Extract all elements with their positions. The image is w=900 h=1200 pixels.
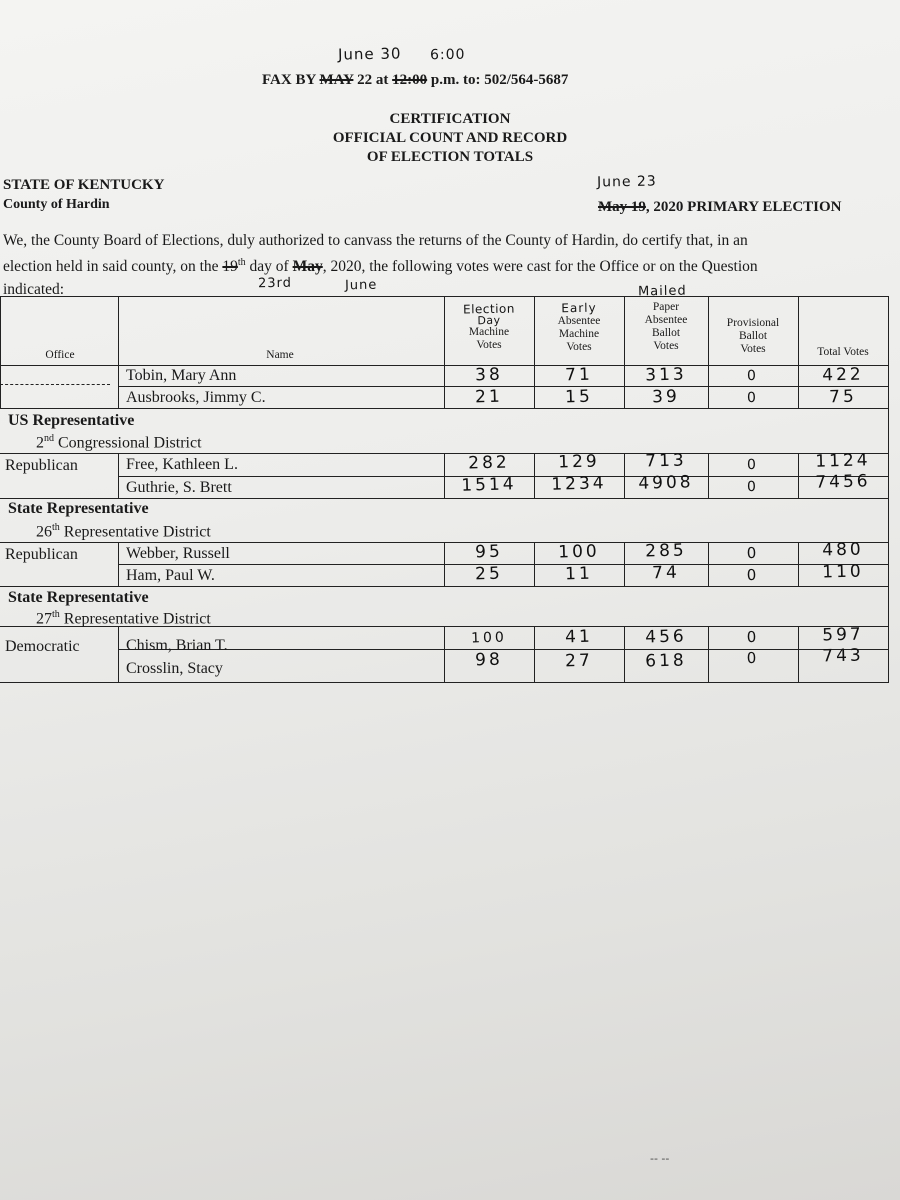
certify-line-2 [3,257,758,276]
election-rest: , 2020 PRIMARY ELECTION [645,199,842,215]
certify-line-2b: day of [245,258,293,276]
vote-cell: 0 [746,456,760,474]
vote-cell: 1124 [815,450,871,472]
handwritten-deadline-time: 6:00 [429,46,466,64]
handwritten-month: June [344,277,378,294]
header-election-day [444,303,534,352]
vote-cell: 1514 [461,474,517,496]
vote-cell: 71 [564,364,594,386]
vote-cell: 0 [746,648,760,668]
header-office: Office [45,349,75,361]
vote-cell: 313 [645,364,687,386]
district-num: 26 [36,523,52,541]
title-line-2: OFFICIAL COUNT AND RECORD [332,130,568,146]
vote-cell: 39 [651,386,681,408]
vote-cell: 0 [746,565,760,585]
candidate-name: Guthrie, S. Brett [126,479,232,496]
district-label [36,609,211,628]
district-text: Representative District [59,523,211,541]
header-col4-line-1: Provisional [726,317,780,329]
document-title [300,110,600,167]
vote-cell: 0 [746,389,760,407]
vote-cell: 1234 [551,473,607,495]
vote-cell: 285 [645,540,687,562]
header-col1-hw-2: Day [477,313,501,328]
certify-line-2c: , 2020, the following votes were cast for the Office or on the Question [322,258,758,276]
vote-cell: 713 [645,450,687,472]
vote-cell: 95 [474,541,504,563]
vote-cell: 456 [645,626,687,648]
candidate-name: Ham, Paul W. [126,567,215,584]
header-paper-absentee [624,301,708,353]
district-sup: th [52,522,60,533]
district-label [36,522,211,541]
certify-struck-day: 19 [222,258,238,276]
vote-cell: 74 [651,562,681,584]
vote-cell: 110 [822,561,864,583]
header-col2-line-1: Absentee [557,315,601,327]
header-col2-line-3: Votes [566,341,592,353]
header-col3-line-2: Absentee [644,314,688,326]
fax-date-num: 22 [353,72,373,88]
header-col1-line-2: Votes [476,339,502,351]
vote-cell: 41 [564,626,594,648]
fax-line [262,72,568,89]
candidate-name: Crosslin, Stacy [126,660,223,677]
vote-cell: 743 [822,645,864,667]
district-sup: th [52,609,60,620]
header-total-votes: Total Votes [817,346,869,358]
district-num: 2 [36,434,44,452]
vote-cell: 38 [474,364,504,386]
vote-cell: 597 [822,624,864,646]
header-col2-line-2: Machine [558,328,600,340]
handwritten-deadline-date: June 30 [337,44,402,64]
header-col2-hw: Early [561,300,597,316]
election-struck-date: May 19 [598,199,646,215]
header-col3-hw: Mailed [637,283,687,300]
candidate-name: Free, Kathleen L. [126,456,238,473]
vote-cell: 618 [645,650,687,672]
vote-cell: 21 [474,386,504,408]
header-col4-line-3: Votes [740,343,766,355]
state-label: STATE OF KENTUCKY [3,177,165,193]
candidate-name: Ausbrooks, Jimmy C. [126,389,266,406]
district-num: 27 [36,610,52,628]
header-col3-line-4: Votes [653,340,679,352]
county-label: County of Hardin [3,197,110,212]
vote-cell: 282 [468,452,510,474]
vote-cell: 0 [746,367,760,385]
election-line [598,199,842,216]
district-label [36,433,202,452]
vote-cell: 15 [564,386,594,408]
vote-cell: 98 [474,649,504,671]
vote-cell: 480 [822,539,864,561]
header-name: Name [266,349,294,361]
candidate-name: Webber, Russell [126,545,230,562]
vote-cell: 27 [564,650,594,672]
header-col1-hw-1: Election [462,301,516,317]
certify-line-1: We, the County Board of Elections, duly authorized to canvass the returns of the County of Hardin, do certify that, in an [3,232,748,249]
vote-cell: 75 [828,386,858,408]
candidate-name: Tobin, Mary Ann [126,367,237,384]
section-title: State Representative [8,589,149,606]
certify-day-sup: th [237,257,246,268]
handwritten-day: 23rd [257,275,293,292]
fax-prefix: FAX BY [262,72,320,88]
party-label: Democratic [5,638,80,655]
party-label: Republican [5,546,78,563]
fax-struck-time: 12:00 [392,72,428,88]
vote-cell: 0 [746,478,760,496]
section-title: State Representative [8,500,149,517]
header-col1-line-1: Machine [468,326,510,338]
certify-line-3: indicated: [3,281,65,298]
header-col4-line-2: Ballot [738,330,768,342]
district-text: Congressional District [54,434,202,452]
footer-marks: -- -- [650,1152,670,1165]
header-col3-line-3: Ballot [651,327,681,339]
party-label: Republican [5,457,78,474]
vote-cell: 11 [564,563,594,585]
header-col3-line-1: Paper [652,301,680,313]
certify-line-2a: election held in said county, on the [3,258,223,276]
fax-at: at [372,72,393,88]
title-line-1: CERTIFICATION [389,111,511,127]
vote-cell: 100 [558,541,600,563]
vote-cell: 7456 [815,471,871,493]
candidate-name: Chism, Brian T. [126,637,228,654]
fax-struck-date: MAY [319,72,354,88]
certify-struck-month: May [292,258,323,276]
vote-cell: 0 [746,627,760,647]
handwritten-election-date: June 23 [596,173,657,191]
district-text: Representative District [59,610,211,628]
title-line-3: OF ELECTION TOTALS [366,149,534,165]
header-provisional [708,317,798,356]
vote-cell: 100 [470,629,508,647]
fax-suffix: p.m. to: 502/564-5687 [427,72,569,88]
vote-cell: 129 [558,451,600,473]
district-sup: nd [44,433,54,444]
header-early-absentee [534,302,624,354]
vote-cell: 4908 [638,472,694,494]
vote-cell: 0 [746,543,760,563]
vote-cell: 422 [822,364,864,386]
vote-cell: 25 [474,563,504,585]
section-title: US Representative [8,412,135,429]
